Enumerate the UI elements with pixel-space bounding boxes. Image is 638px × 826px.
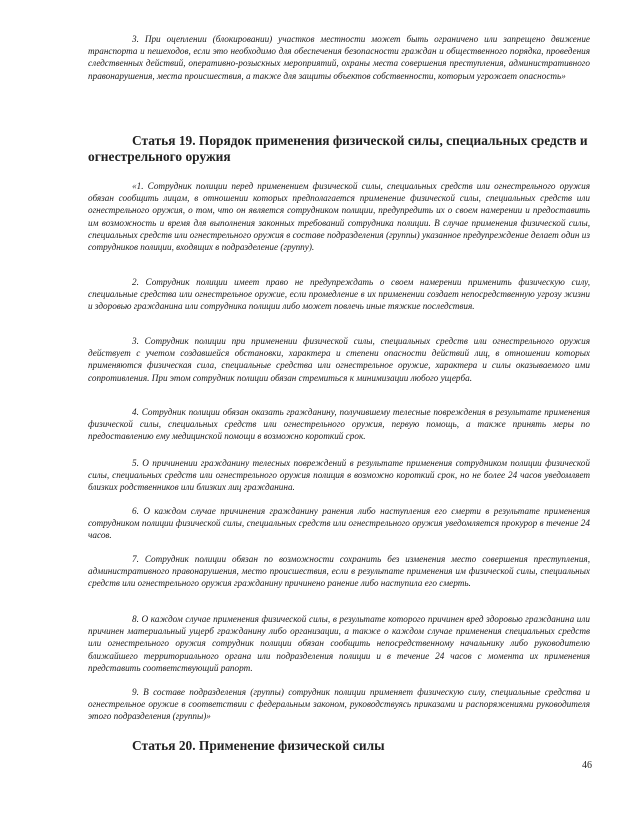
article-19-heading: Статья 19. Порядок применения физической силы, специальных средств и огнестрельного оружия	[88, 133, 588, 164]
paragraph-item-3: 3. Сотрудник полиции при применении физической силы, специальных средств или огнестрельного оружия действует с учетом создавшейся обстановки, характера и степени опасности действий лиц, в отношении которых применяются физическая сила, специальные средства или огнестрельное оружие, характера и силы оказываемого ими сопротивления. При этом сотрудник полиции обязан стремиться к минимизации любого ущерба.	[88, 336, 590, 383]
paragraph-item-7: 7. Сотрудник полиции обязан по возможности сохранить без изменения место совершения преступления, административного правонарушения, место происшествия, если в результате применения им физической силы, специальных средств или огнестрельного оружия гражданину причинено ранение либо наступила его смерть.	[88, 554, 590, 589]
paragraph-item-9: 9. В составе подразделения (группы) сотрудник полиции применяет физическую силу, специальные средства и огнестрельное оружие в соответствии с федеральным законом, руководствуясь приказами и распоряжениями руководителя этого подразделения (группы)»	[88, 687, 590, 722]
paragraph-intro-3: 3. При оцеплении (блокировании) участков местности может быть ограничено или запрещено движение транспорта и пешеходов, если это необходимо для обеспечения безопасности граждан и общественного порядка, проведения следственных действий, оперативно-розыскных мероприятий, охраны места совершения преступления, административного правонарушения, места происшествия, а также для защиты объектов собственности, которым угрожает опасность»	[88, 34, 590, 81]
paragraph-item-5: 5. О причинении гражданину телесных повреждений в результате применения сотрудником полиции физической силы, специальных средств или огнестрельного оружия полиция в возможно короткий срок, но не более 24 часов уведомляет близких родственников или близких лиц гражданина.	[88, 458, 590, 493]
paragraph-item-8: 8. О каждом случае применения физической силы, в результате которого причинен вред здоровью гражданина или причинен материальный ущерб гражданину либо организации, а также о каждом случае применения специальных средств или огнестрельного оружия сотрудник полиции обязан сообщить непосредственному начальнику либо руководителю ближайшего территориального органа или подразделения полиции и в течение 24 часов с момента их применения представить соответствующий рапорт.	[88, 614, 590, 673]
paragraph-item-1: «1. Сотрудник полиции перед применением физической силы, специальных средств или огнестрельного оружия обязан сообщить лицам, в отношении которых предполагается применение физической силы, специальных средств или огнестрельного оружия, о том, что он является сотрудником полиции, предупредить их о своем намерении и предоставить им возможность и время для выполнения законных требований сотрудника полиции. В случае применения физической силы, специальных средств или огнестрельного оружия в составе подразделения (группы) указанное предупреждение делает один из сотрудников полиции, входящих в подразделение (группу).	[88, 181, 590, 253]
paragraph-item-2: 2. Сотрудник полиции имеет право не предупреждать о своем намерении применить физическую силу, специальные средства или огнестрельное оружие, если промедление в их применении создает непосредственную угрозу жизни и здоровью гражданина или сотрудника полиции либо может повлечь иные тяжкие последствия.	[88, 277, 590, 312]
page-number: 46	[582, 760, 592, 771]
paragraph-item-4: 4. Сотрудник полиции обязан оказать гражданину, получившему телесные повреждения в результате применения физической силы, специальных средств или огнестрельного оружия, первую помощь, а также принять меры по предоставлению ему медицинской помощи в возможно короткий срок.	[88, 407, 590, 442]
article-20-heading: Статья 20. Применение физической силы	[132, 738, 385, 753]
paragraph-item-6: 6. О каждом случае причинения гражданину ранения либо наступления его смерти в результате применения сотрудником полиции физической силы, специальных средств или огнестрельного оружия уведомляется прокурор в течение 24 часов.	[88, 506, 590, 541]
